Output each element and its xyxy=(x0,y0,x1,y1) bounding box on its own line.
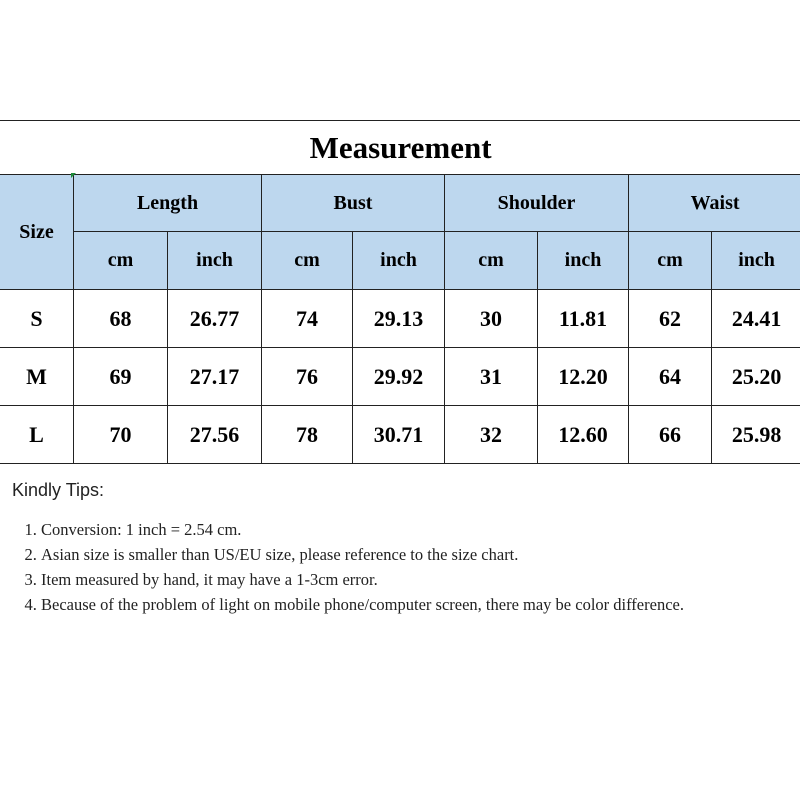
table-cell: 76 xyxy=(262,348,353,406)
tips-heading: Kindly Tips: xyxy=(12,480,105,500)
table-row xyxy=(0,348,800,406)
unit-header: cm xyxy=(262,232,353,290)
group-header-shoulder: Shoulder xyxy=(445,175,629,232)
cell-marker-triangle xyxy=(71,173,76,178)
group-header-bust: Bust xyxy=(262,175,445,232)
table-cell: 29.13 xyxy=(353,290,445,348)
kindly-tips xyxy=(12,480,792,617)
table-cell: 62 xyxy=(629,290,712,348)
table-cell: 24.41 xyxy=(712,290,800,348)
tips-list xyxy=(12,517,792,617)
unit-header: inch xyxy=(712,232,800,290)
table-cell: 26.77 xyxy=(168,290,262,348)
table-cell: 78 xyxy=(262,406,353,464)
table-title: Measurement xyxy=(0,121,800,175)
unit-header: inch xyxy=(168,232,262,290)
table-cell: 29.92 xyxy=(353,348,445,406)
size-cell: S xyxy=(0,290,74,348)
list-item: 4. Because of the problem of light on mobile phone/computer screen, there may be color difference. xyxy=(41,592,792,617)
table-cell: 27.17 xyxy=(168,348,262,406)
table-cell: 12.60 xyxy=(538,406,629,464)
table-cell: 11.81 xyxy=(538,290,629,348)
table-cell: 64 xyxy=(629,348,712,406)
table-cell: 25.20 xyxy=(712,348,800,406)
table-cell: 74 xyxy=(262,290,353,348)
group-header-waist: Waist xyxy=(629,175,800,232)
table-cell: 27.56 xyxy=(168,406,262,464)
table-cell: 12.20 xyxy=(538,348,629,406)
unit-header: inch xyxy=(538,232,629,290)
table-row xyxy=(0,406,800,464)
table-cell: 66 xyxy=(629,406,712,464)
list-item: 1. Conversion: 1 inch = 2.54 cm. xyxy=(41,517,792,542)
table-cell: 25.98 xyxy=(712,406,800,464)
table-cell: 68 xyxy=(74,290,168,348)
list-item: 3. Item measured by hand, it may have a 1-3cm error. xyxy=(41,567,792,592)
table-cell: 70 xyxy=(74,406,168,464)
table-row xyxy=(0,290,800,348)
group-header-length: Length xyxy=(74,175,262,232)
unit-header: cm xyxy=(74,232,168,290)
table-cell: 30 xyxy=(445,290,538,348)
table-cell: 30.71 xyxy=(353,406,445,464)
list-item: 2. Asian size is smaller than US/EU size, please reference to the size chart. xyxy=(41,542,792,567)
table-cell: 32 xyxy=(445,406,538,464)
unit-header: cm xyxy=(629,232,712,290)
size-table xyxy=(0,120,800,464)
size-cell: L xyxy=(0,406,74,464)
unit-header: inch xyxy=(353,232,445,290)
table-cell: 31 xyxy=(445,348,538,406)
size-cell: M xyxy=(0,348,74,406)
unit-header: cm xyxy=(445,232,538,290)
size-header: Size xyxy=(0,175,74,290)
table-cell: 69 xyxy=(74,348,168,406)
